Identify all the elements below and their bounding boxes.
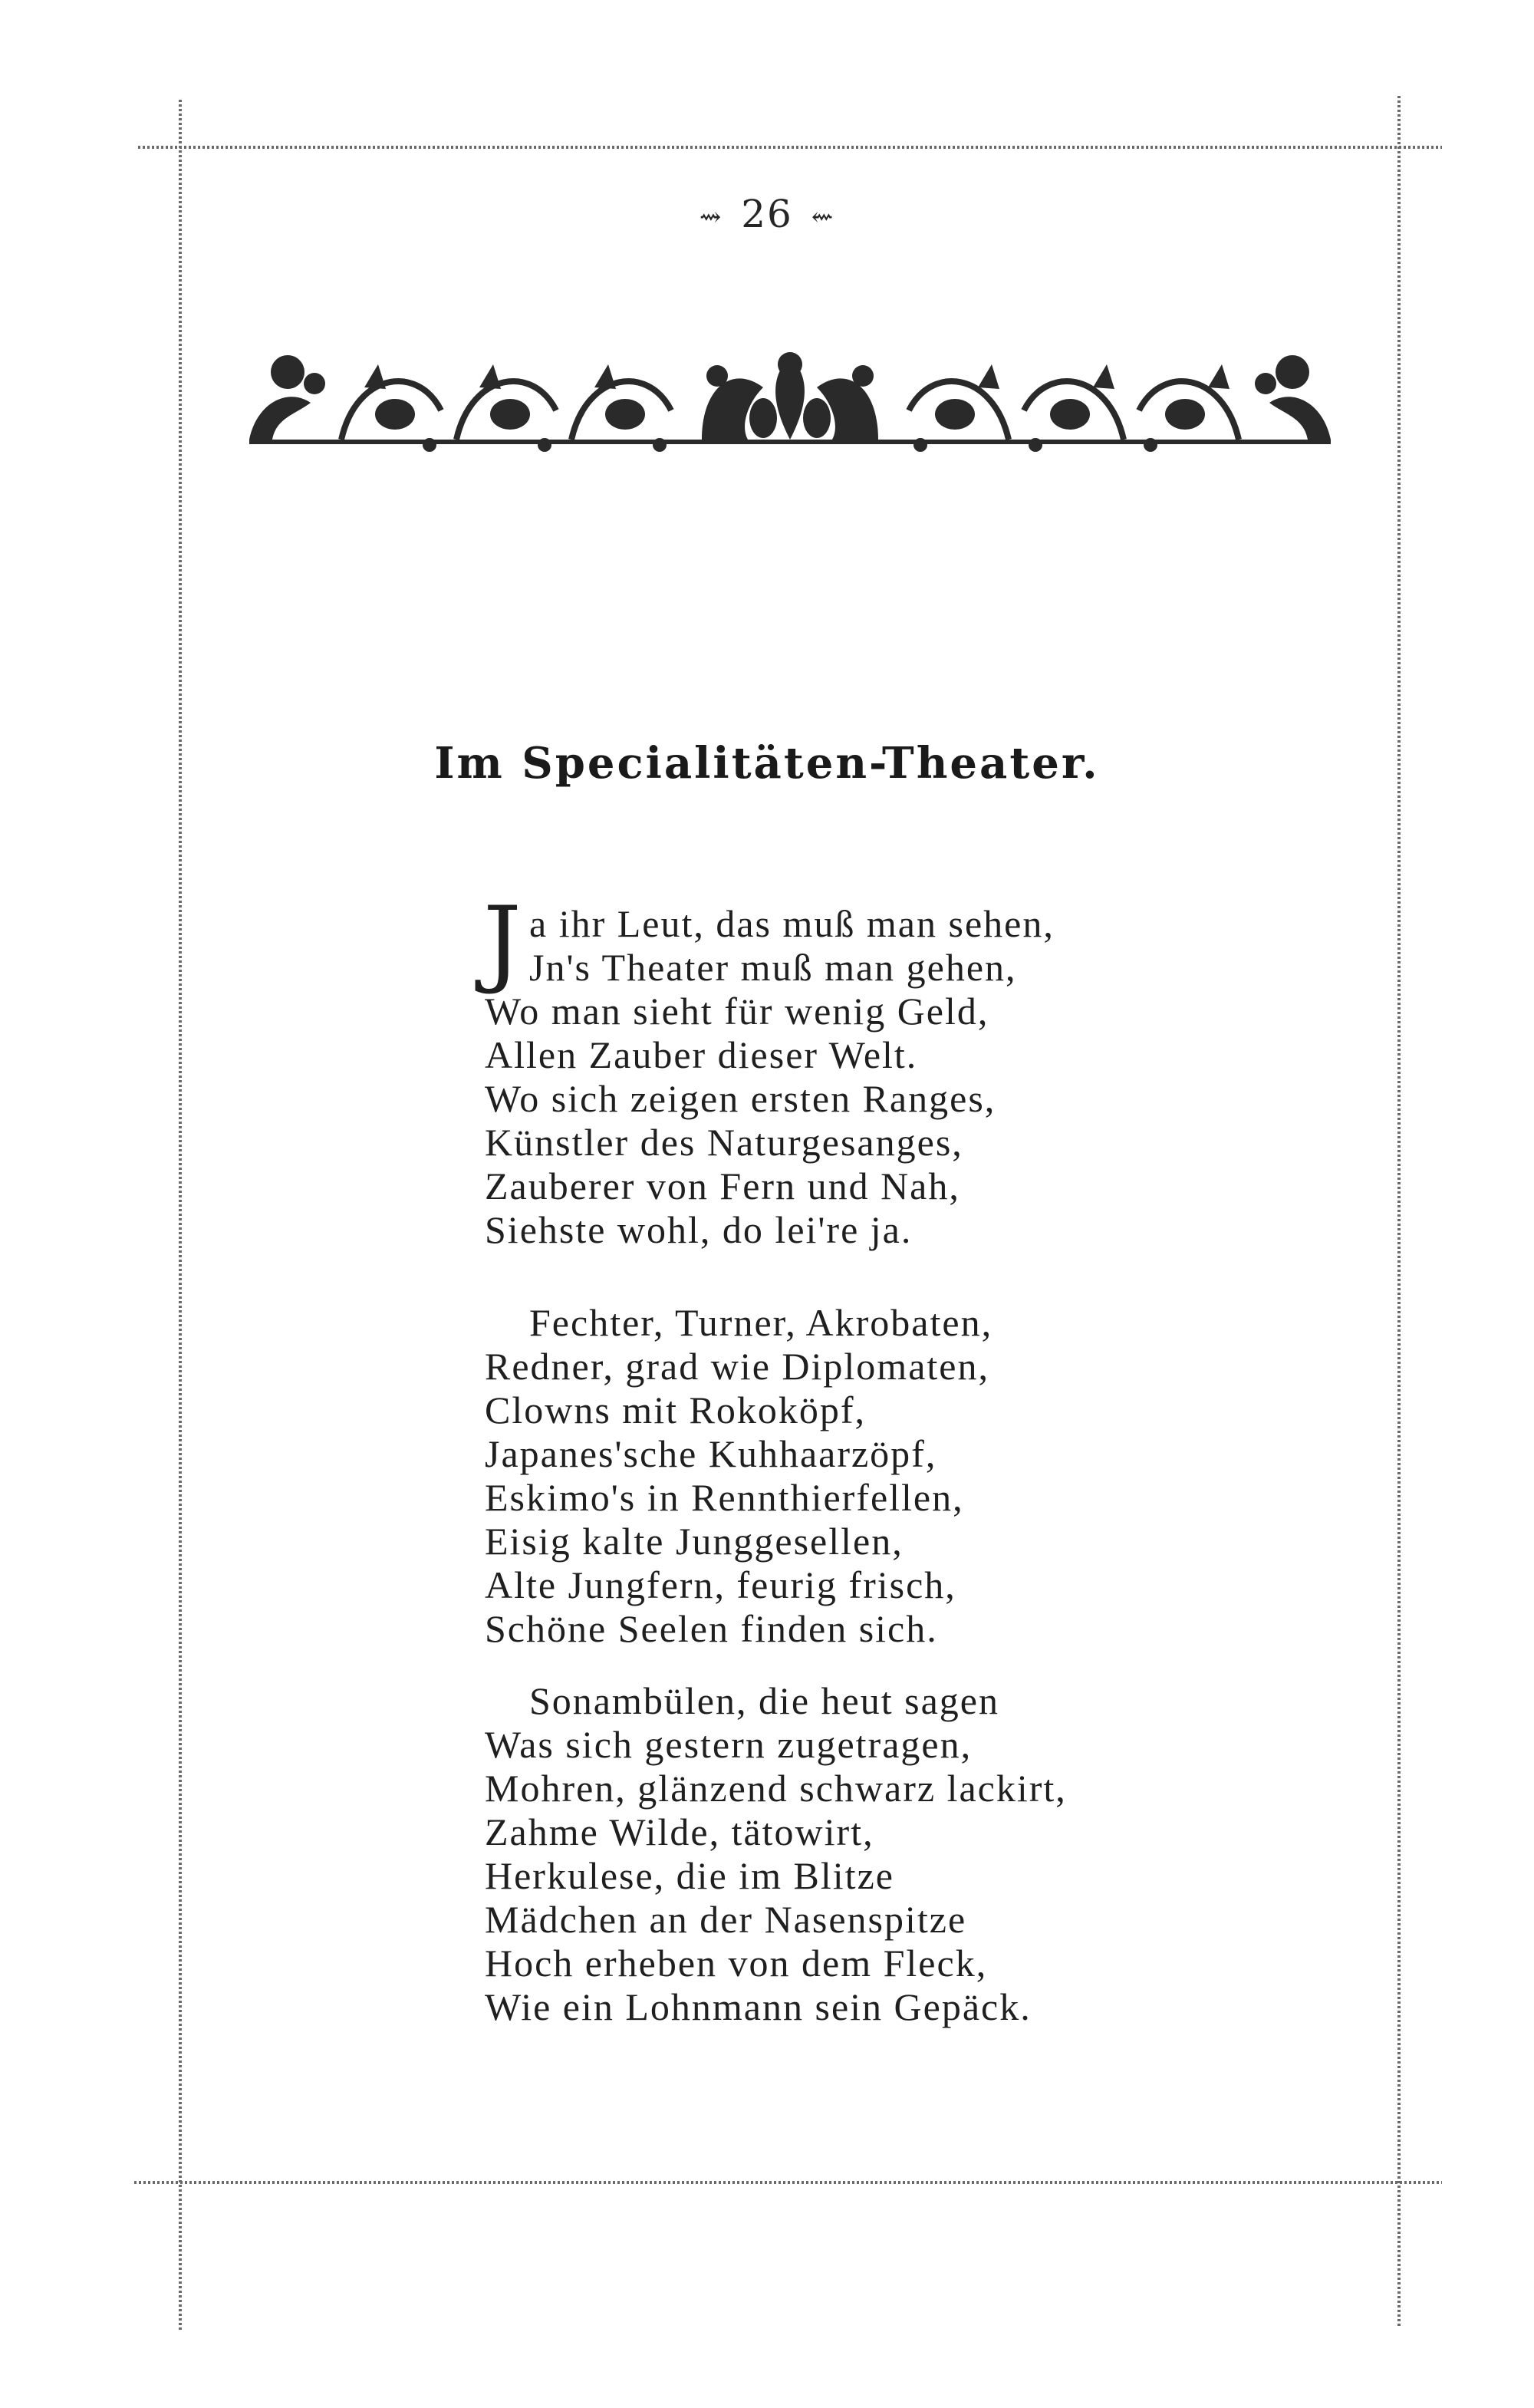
poem-line: Jn's Theater muß man gehen,	[529, 946, 1017, 989]
poem-line: Redner, grad wie Diplomaten,	[485, 1345, 989, 1388]
header-left-ornament-icon: ⇝	[699, 202, 723, 232]
poem-line: Wo sich zeigen ersten Ranges,	[485, 1077, 996, 1120]
poem-line: Mädchen an der Nasenspitze	[485, 1898, 967, 1941]
poem-line: Künstler des Naturgesanges,	[485, 1121, 963, 1164]
poem-line: Eskimo's in Rennthierfellen,	[485, 1476, 964, 1519]
poem-line: Hoch erheben von dem Fleck,	[485, 1942, 988, 1985]
page-header	[0, 192, 1534, 236]
frame-rule-left	[179, 100, 182, 2332]
poem-line: Was sich gestern zugetragen,	[485, 1723, 973, 1766]
stanza-1	[483, 887, 1367, 1252]
poem-line: Wie ein Lohnmann sein Gepäck.	[485, 1985, 1032, 2028]
page-number: 26	[741, 192, 793, 236]
poem-line: Fechter, Turner, Akrobaten,	[529, 1301, 993, 1344]
frame-rule-bottom	[134, 2181, 1442, 2184]
poem-line: Mohren, glänzend schwarz lackirt,	[485, 1767, 1067, 1810]
poem-line: Zauberer von Fern und Nah,	[485, 1164, 960, 1207]
poem-line: Schöne Seelen finden sich.	[485, 1607, 938, 1650]
frame-rule-right	[1397, 96, 1401, 2328]
floral-band-ornament-icon	[242, 341, 1338, 453]
poem-line: Japanes'sche Kuhhaarzöpf,	[485, 1432, 937, 1475]
poem-line: Zahme Wilde, tätowirt,	[485, 1810, 874, 1853]
poem-line: a ihr Leut, das muß man sehen,	[529, 902, 1055, 945]
stanza-3	[485, 1679, 1367, 2029]
poem-title: Im Specialitäten-Theater.	[434, 738, 1100, 789]
poem-line: Alte Jungfern, feurig frisch,	[485, 1563, 956, 1606]
poem-line: Sonambülen, die heut sagen	[529, 1679, 999, 1722]
stanza-2	[485, 1301, 1367, 1651]
header-right-ornament-icon: ⇜	[811, 202, 835, 232]
frame-rule-top	[138, 146, 1442, 149]
poem-line: Eisig kalte Junggesellen,	[485, 1520, 904, 1563]
poem-line: Herkulese, die im Blitze	[485, 1854, 894, 1897]
poem-line: Wo man sieht für wenig Geld,	[485, 990, 989, 1033]
poem-line: Allen Zauber dieser Welt.	[485, 1033, 918, 1076]
drop-cap: J	[483, 887, 523, 997]
poem-line: Siehste wohl, do lei're ja.	[485, 1208, 913, 1251]
poem-line: Clowns mit Rokoköpf,	[485, 1388, 866, 1431]
